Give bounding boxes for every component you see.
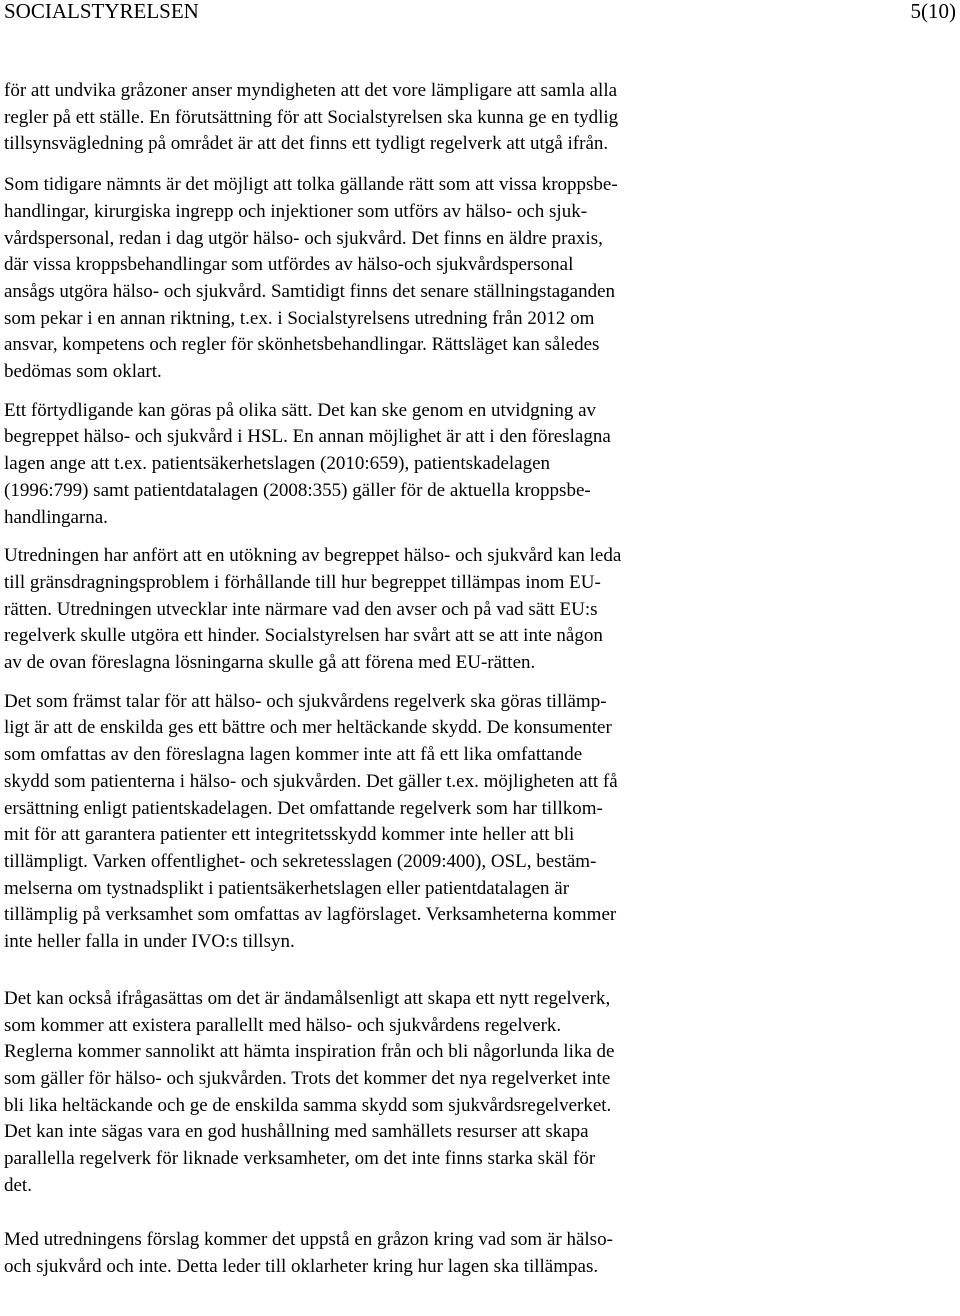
text-line: Det kan inte sägas vara en god hushållning med samhällets resurser att skapa <box>4 1121 589 1143</box>
paragraph-5 <box>4 689 734 956</box>
text-line: där vissa kroppsbehandlingar som utfördes av hälso-och sjukvårdspersonal <box>4 254 574 276</box>
text-line: inte heller falla in under IVO:s tillsyn. <box>4 931 295 953</box>
paragraph-1 <box>4 78 734 158</box>
text-line: handlingar, kirurgiska ingrepp och injektioner som utförs av hälso- och sjuk- <box>4 200 588 222</box>
document-body <box>4 78 734 1293</box>
text-line: parallella regelverk för liknade verksamheter, om det inte finns starka skäl för <box>4 1148 596 1170</box>
text-line: som omfattas av den föreslagna lagen kommer inte att få ett lika omfattande <box>4 744 583 766</box>
paragraph-4 <box>4 543 734 677</box>
text-line: Utredningen har anfört att en utökning av begreppet hälso- och sjukvård kan leda <box>4 545 622 567</box>
text-line: tillsynsvägledning på området är att det finns ett tydligt regelverk att utgå ifrån. <box>4 133 609 155</box>
text-line: ansvar, kompetens och regler för skönhetsbehandlingar. Rättsläget kan således <box>4 334 600 356</box>
text-line: skydd som patienterna i hälso- och sjukvården. Det gäller t.ex. möjligheten att få <box>4 770 618 792</box>
text-line: som gäller för hälso- och sjukvården. Trots det kommer det nya regelverket inte <box>4 1067 611 1089</box>
text-line: Ett förtydligande kan göras på olika sätt. Det kan ske genom en utvidgning av <box>4 399 597 421</box>
text-line: tillämplig på verksamhet som omfattas av lagförslaget. Verksamheterna kommer <box>4 904 617 926</box>
text-line: mit för att garantera patienter ett integritetsskydd kommer inte heller att bli <box>4 824 575 846</box>
paragraph-7 <box>4 1227 734 1280</box>
text-line: bedömas som oklart. <box>4 361 162 383</box>
text-line: Med utredningens förslag kommer det uppstå en gråzon kring vad som är hälso- <box>4 1229 613 1251</box>
paragraph-6 <box>4 986 734 1200</box>
text-line: rätten. Utredningen utvecklar inte närmare vad den avser och på vad sätt EU:s <box>4 598 598 620</box>
text-line: tillämpligt. Varken offentlighet- och sekretesslagen (2009:400), OSL, bestäm- <box>4 850 597 872</box>
text-line: som kommer att existera parallellt med hälso- och sjukvårdens regelverk. <box>4 1014 562 1036</box>
text-line: ligt är att de enskilda ges ett bättre och mer heltäckande skydd. De konsumenter <box>4 717 612 739</box>
text-line: ersättning enligt patientskadelagen. Det omfattande regelverk som har tillkom- <box>4 797 603 819</box>
text-line: till gränsdragningsproblem i förhållande till hur begreppet tillämpas inom EU- <box>4 571 601 593</box>
page-number: 5(10) <box>910 0 956 23</box>
text-line: regler på ett ställe. En förutsättning för att Socialstyrelsen ska kunna ge en tydlig <box>4 106 619 128</box>
text-line: ansågs utgöra hälso- och sjukvård. Samtidigt finns det senare ställningstaganden <box>4 280 616 302</box>
text-line: bli lika heltäckande och ge de enskilda samma skydd som sjukvårdsregelverket. <box>4 1094 612 1116</box>
text-line: Det kan också ifrågasättas om det är ändamålsenligt att skapa ett nytt regelverk, <box>4 987 611 1009</box>
paragraph-3 <box>4 398 734 532</box>
text-line: av de ovan föreslagna lösningarna skulle gå att förena med EU-rätten. <box>4 652 536 674</box>
paragraph-2 <box>4 172 734 386</box>
text-line: handlingarna. <box>4 506 108 528</box>
text-line: för att undvika gråzoner anser myndigheten att det vore lämpligare att samla alla <box>4 80 618 101</box>
page-header <box>4 0 956 25</box>
text-line: lagen ange att t.ex. patientsäkerhetslagen (2010:659), patientskadelagen <box>4 453 551 475</box>
text-line: melserna om tystnadsplikt i patientsäkerhetslagen eller patientdatalagen är <box>4 877 570 899</box>
text-line: Reglerna kommer sannolikt att hämta inspiration från och bli någorlunda lika de <box>4 1041 615 1063</box>
text-line: som pekar i en annan riktning, t.ex. i Socialstyrelsens utredning från 2012 om <box>4 307 595 329</box>
text-line: (1996:799) samt patientdatalagen (2008:355) gäller för de aktuella kroppsbe- <box>4 479 591 501</box>
text-line: Som tidigare nämnts är det möjligt att tolka gällande rätt som att vissa kroppsbe- <box>4 174 618 196</box>
text-line: det. <box>4 1174 32 1196</box>
text-line: och sjukvård och inte. Detta leder till oklarheter kring hur lagen ska tillämpas. <box>4 1256 599 1278</box>
text-line: Det som främst talar för att hälso- och sjukvårdens regelverk ska göras tillämp- <box>4 690 607 712</box>
organization-name: SOCIALSTYRELSEN <box>4 0 199 23</box>
text-line: regelverk skulle utgöra ett hinder. Socialstyrelsen har svårt att se att inte någon <box>4 625 603 647</box>
text-line: vårdspersonal, redan i dag utgör hälso- och sjukvård. Det finns en äldre praxis, <box>4 227 603 249</box>
text-line: begreppet hälso- och sjukvård i HSL. En annan möjlighet är att i den föreslagna <box>4 426 611 448</box>
